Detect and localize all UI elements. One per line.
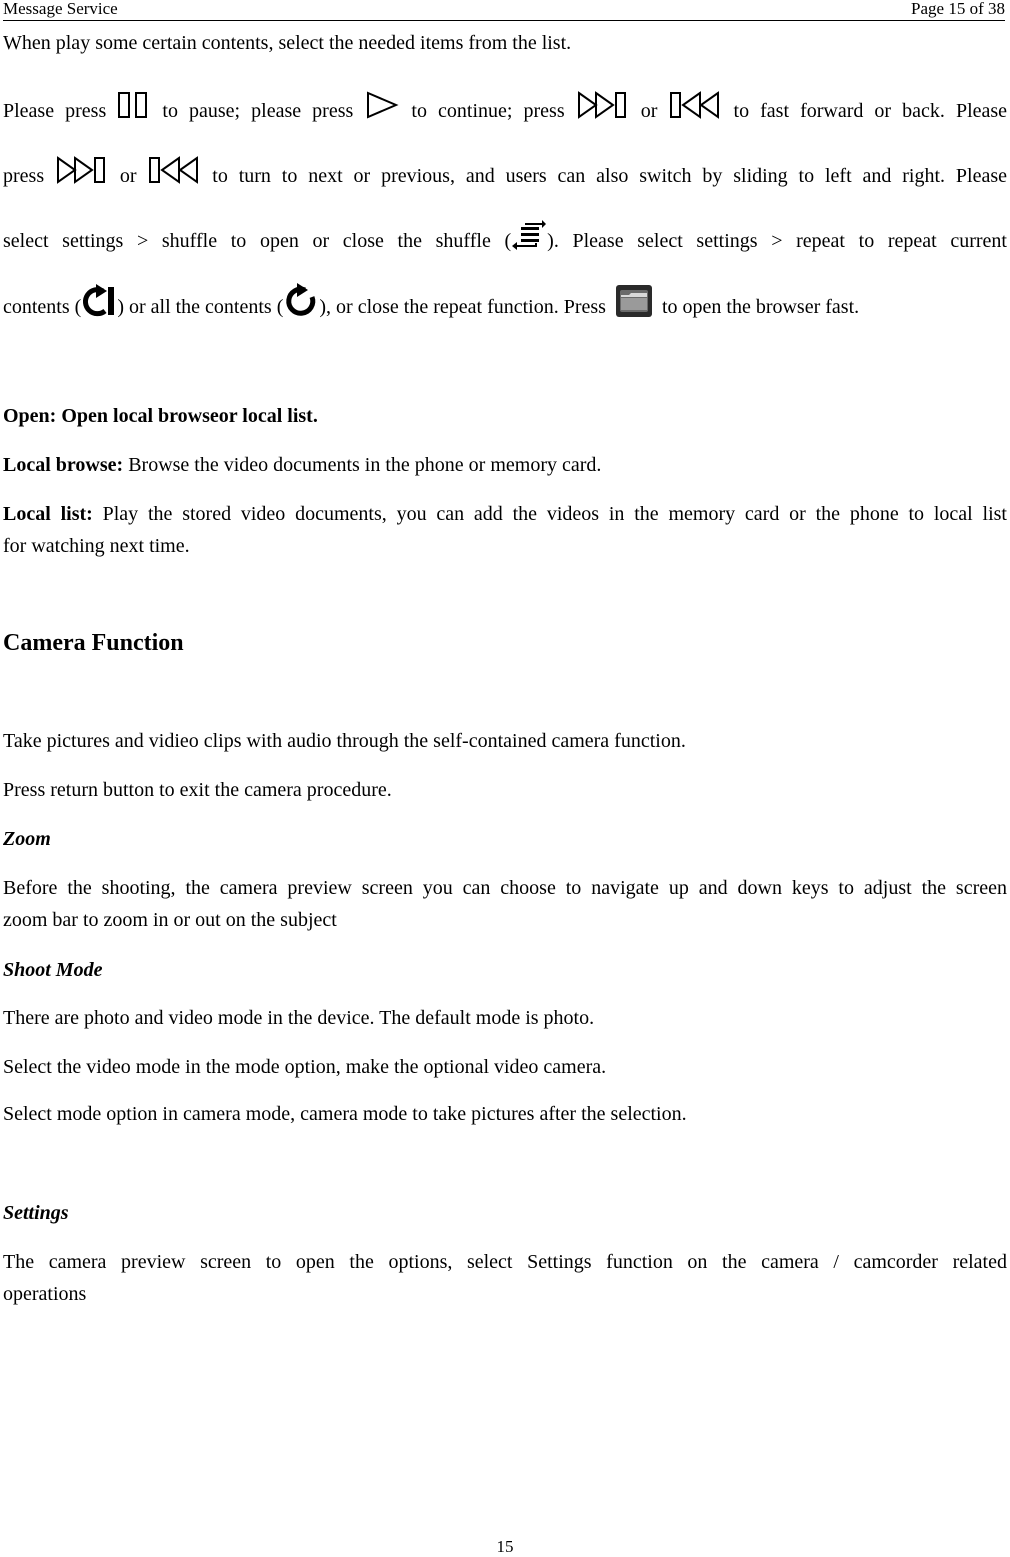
play-icon [364, 90, 400, 135]
pause-icon [117, 90, 151, 135]
header-page-count: Page 15 of 38 [911, 0, 1005, 18]
zoom-title: Zoom [3, 828, 51, 850]
zoom-paragraph-line-1: Before the shooting, the camera preview screen you can choose to navigate up and down keys to adjust the screen [3, 877, 1007, 899]
settings-paragraph-line-1: The camera preview screen to open the options, select Settings function on the camera / camcorder related [3, 1251, 1007, 1273]
page-header [3, 0, 1005, 21]
repeat-one-icon [81, 283, 117, 334]
camera-function-heading: Camera Function [3, 630, 184, 656]
shoot-mode-paragraph-3: Select mode option in camera mode, camera mode to take pictures after the selection. [3, 1103, 687, 1125]
rewind-icon [668, 90, 722, 135]
shoot-mode-paragraph-1: There are photo and video mode in the device. The default mode is photo. [3, 1007, 595, 1029]
controls-line-3: select settings > shuffle to open or close the shuffle ( ). Please select settings > repeat to repeat current [3, 219, 1007, 266]
shoot-mode-title: Shoot Mode [3, 959, 103, 981]
page-number: 15 [496, 1537, 514, 1556]
camera-intro-paragraph: Take pictures and vidieo clips with audio through the self-contained camera function. [3, 730, 686, 752]
zoom-paragraph-line-2: zoom bar to zoom in or out on the subject [3, 909, 337, 931]
next-track-icon [55, 155, 109, 200]
controls-line-1: Please press to pause; please press to continue; press or to fast forward or back. Please [3, 90, 1007, 135]
intro-paragraph: When play some certain contents, select the needed items from the list. [3, 32, 572, 54]
shuffle-icon [511, 219, 547, 266]
open-section-title: Open: Open local browseor local list. [3, 405, 318, 427]
shoot-mode-paragraph-2: Select the video mode in the mode option, make the optional video camera. [3, 1056, 607, 1078]
settings-title: Settings [3, 1202, 69, 1224]
previous-track-icon [147, 155, 201, 200]
local-list-paragraph-line-2: for watching next time. [3, 535, 190, 557]
fast-forward-icon [576, 90, 630, 135]
settings-paragraph-line-2: operations [3, 1283, 87, 1305]
controls-line-4: contents ( ) or all the contents ( ), or close the repeat function. Press to open the browser fast. [3, 283, 1007, 334]
local-browse-paragraph: Local browse: Browse the video documents in the phone or memory card. [3, 454, 602, 476]
controls-line-2: press or to turn to next or previous, and users can also switch by sliding to left and right. Please [3, 155, 1007, 200]
camera-exit-paragraph: Press return button to exit the camera procedure. [3, 779, 392, 801]
local-list-paragraph-line-1: Local list: Play the stored video documents, you can add the videos in the memory card or the phone to local list [3, 503, 1007, 525]
header-title: Message Service [3, 0, 118, 18]
repeat-all-icon [283, 283, 319, 334]
browser-folder-icon [616, 285, 652, 332]
